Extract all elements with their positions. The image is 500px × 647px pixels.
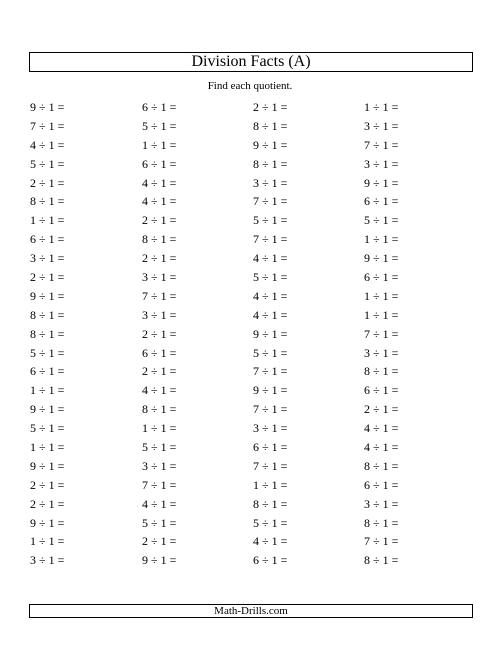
division-problem: 8 ÷ 1 =: [142, 402, 177, 417]
division-problem: 8 ÷ 1 =: [253, 496, 288, 511]
division-problem: 8 ÷ 1 =: [364, 553, 399, 568]
division-problem: 9 ÷ 1 =: [253, 326, 288, 341]
division-problem: 8 ÷ 1 =: [364, 458, 399, 473]
division-problem: 9 ÷ 1 =: [30, 288, 65, 303]
division-problem: 4 ÷ 1 =: [364, 421, 399, 436]
division-problem: 7 ÷ 1 =: [253, 194, 288, 209]
division-problem: 7 ÷ 1 =: [142, 477, 177, 492]
division-problem: 9 ÷ 1 =: [364, 251, 399, 266]
division-problem: 7 ÷ 1 =: [142, 288, 177, 303]
division-problem: 6 ÷ 1 =: [253, 440, 288, 455]
division-problem: 8 ÷ 1 =: [142, 232, 177, 247]
division-problem: 5 ÷ 1 =: [253, 270, 288, 285]
division-problem: 1 ÷ 1 =: [364, 100, 399, 114]
division-problem: 8 ÷ 1 =: [364, 364, 399, 379]
worksheet-footer: Math-Drills.com: [29, 604, 473, 618]
division-problem: 3 ÷ 1 =: [364, 496, 399, 511]
division-problem: 3 ÷ 1 =: [364, 156, 399, 171]
division-problem: 7 ÷ 1 =: [253, 402, 288, 417]
division-problem: 9 ÷ 1 =: [253, 383, 288, 398]
division-problem: 3 ÷ 1 =: [142, 270, 177, 285]
division-problem: 2 ÷ 1 =: [30, 477, 65, 492]
division-problem: 2 ÷ 1 =: [142, 251, 177, 266]
division-problem: 6 ÷ 1 =: [142, 345, 177, 360]
division-problem: 4 ÷ 1 =: [142, 175, 177, 190]
division-problem: 6 ÷ 1 =: [142, 100, 177, 114]
division-problem: 5 ÷ 1 =: [364, 213, 399, 228]
division-problem: 1 ÷ 1 =: [142, 421, 177, 436]
division-problem: 7 ÷ 1 =: [253, 458, 288, 473]
division-problem: 9 ÷ 1 =: [30, 402, 65, 417]
division-problem: 3 ÷ 1 =: [142, 307, 177, 322]
division-problem: 4 ÷ 1 =: [142, 194, 177, 209]
division-problem: 9 ÷ 1 =: [364, 175, 399, 190]
division-problem: 2 ÷ 1 =: [364, 402, 399, 417]
division-problem: 8 ÷ 1 =: [253, 156, 288, 171]
division-problem: 4 ÷ 1 =: [253, 307, 288, 322]
division-problem: 6 ÷ 1 =: [364, 477, 399, 492]
division-problem: 1 ÷ 1 =: [30, 383, 65, 398]
division-problem: 7 ÷ 1 =: [30, 118, 65, 133]
division-problem: 2 ÷ 1 =: [30, 496, 65, 511]
division-problem: 4 ÷ 1 =: [253, 534, 288, 549]
division-problem: 1 ÷ 1 =: [30, 213, 65, 228]
division-problem: 2 ÷ 1 =: [253, 100, 288, 114]
worksheet-instructions: Find each quotient.: [207, 80, 293, 92]
division-problem: 3 ÷ 1 =: [364, 118, 399, 133]
division-problem: 3 ÷ 1 =: [253, 175, 288, 190]
division-problem: 9 ÷ 1 =: [253, 137, 288, 152]
division-problem: 1 ÷ 1 =: [30, 534, 65, 549]
worksheet-title: Division Facts (A): [29, 52, 473, 72]
division-problem: 2 ÷ 1 =: [142, 534, 177, 549]
division-problem: 7 ÷ 1 =: [364, 137, 399, 152]
division-problem: 9 ÷ 1 =: [30, 100, 65, 114]
division-problem: 1 ÷ 1 =: [364, 307, 399, 322]
division-problem: 8 ÷ 1 =: [30, 307, 65, 322]
division-problem: 2 ÷ 1 =: [30, 270, 65, 285]
division-problem: 6 ÷ 1 =: [364, 383, 399, 398]
division-problem: 2 ÷ 1 =: [142, 326, 177, 341]
problem-column: [253, 98, 363, 570]
division-problem: 6 ÷ 1 =: [364, 194, 399, 209]
division-problem: 6 ÷ 1 =: [30, 364, 65, 379]
division-problem: 5 ÷ 1 =: [142, 440, 177, 455]
division-problem: 1 ÷ 1 =: [364, 232, 399, 247]
division-problem: 5 ÷ 1 =: [253, 515, 288, 530]
division-problem: 8 ÷ 1 =: [30, 326, 65, 341]
division-problem: 1 ÷ 1 =: [364, 288, 399, 303]
division-problem: 5 ÷ 1 =: [142, 118, 177, 133]
division-problem: 1 ÷ 1 =: [142, 137, 177, 152]
division-problem: 7 ÷ 1 =: [364, 326, 399, 341]
division-problem: 5 ÷ 1 =: [142, 515, 177, 530]
division-problem: 3 ÷ 1 =: [30, 251, 65, 266]
division-problem: 1 ÷ 1 =: [30, 440, 65, 455]
division-problem: 2 ÷ 1 =: [142, 364, 177, 379]
division-problem: 7 ÷ 1 =: [253, 232, 288, 247]
division-problem: 7 ÷ 1 =: [253, 364, 288, 379]
division-problem: 6 ÷ 1 =: [30, 232, 65, 247]
division-problem: 5 ÷ 1 =: [30, 345, 65, 360]
division-problem: 4 ÷ 1 =: [142, 496, 177, 511]
division-problem: 8 ÷ 1 =: [253, 118, 288, 133]
division-problem: 9 ÷ 1 =: [30, 515, 65, 530]
problem-column: [364, 98, 474, 570]
division-problem: 3 ÷ 1 =: [253, 421, 288, 436]
division-problem: 1 ÷ 1 =: [253, 477, 288, 492]
division-problem: 9 ÷ 1 =: [30, 458, 65, 473]
division-problem: 2 ÷ 1 =: [30, 175, 65, 190]
division-problem: 8 ÷ 1 =: [364, 515, 399, 530]
division-problem: 2 ÷ 1 =: [142, 213, 177, 228]
division-problem: 9 ÷ 1 =: [142, 553, 177, 568]
division-problem: 5 ÷ 1 =: [253, 213, 288, 228]
division-problem: 8 ÷ 1 =: [30, 194, 65, 209]
problem-column: [142, 98, 252, 570]
division-problem: 4 ÷ 1 =: [253, 288, 288, 303]
division-problem: 4 ÷ 1 =: [253, 251, 288, 266]
division-problem: 4 ÷ 1 =: [364, 440, 399, 455]
division-problem: 7 ÷ 1 =: [364, 534, 399, 549]
division-problem: 5 ÷ 1 =: [30, 156, 65, 171]
division-problem: 6 ÷ 1 =: [253, 553, 288, 568]
division-problem: 3 ÷ 1 =: [142, 458, 177, 473]
division-problem: 3 ÷ 1 =: [364, 345, 399, 360]
division-problem: 4 ÷ 1 =: [142, 383, 177, 398]
division-problem: 3 ÷ 1 =: [30, 553, 65, 568]
division-problem: 5 ÷ 1 =: [253, 345, 288, 360]
division-problem: 5 ÷ 1 =: [30, 421, 65, 436]
division-problem: 6 ÷ 1 =: [142, 156, 177, 171]
division-problem: 6 ÷ 1 =: [364, 270, 399, 285]
problem-grid: [0, 98, 500, 572]
division-problem: 4 ÷ 1 =: [30, 137, 65, 152]
problem-column: [30, 98, 140, 570]
